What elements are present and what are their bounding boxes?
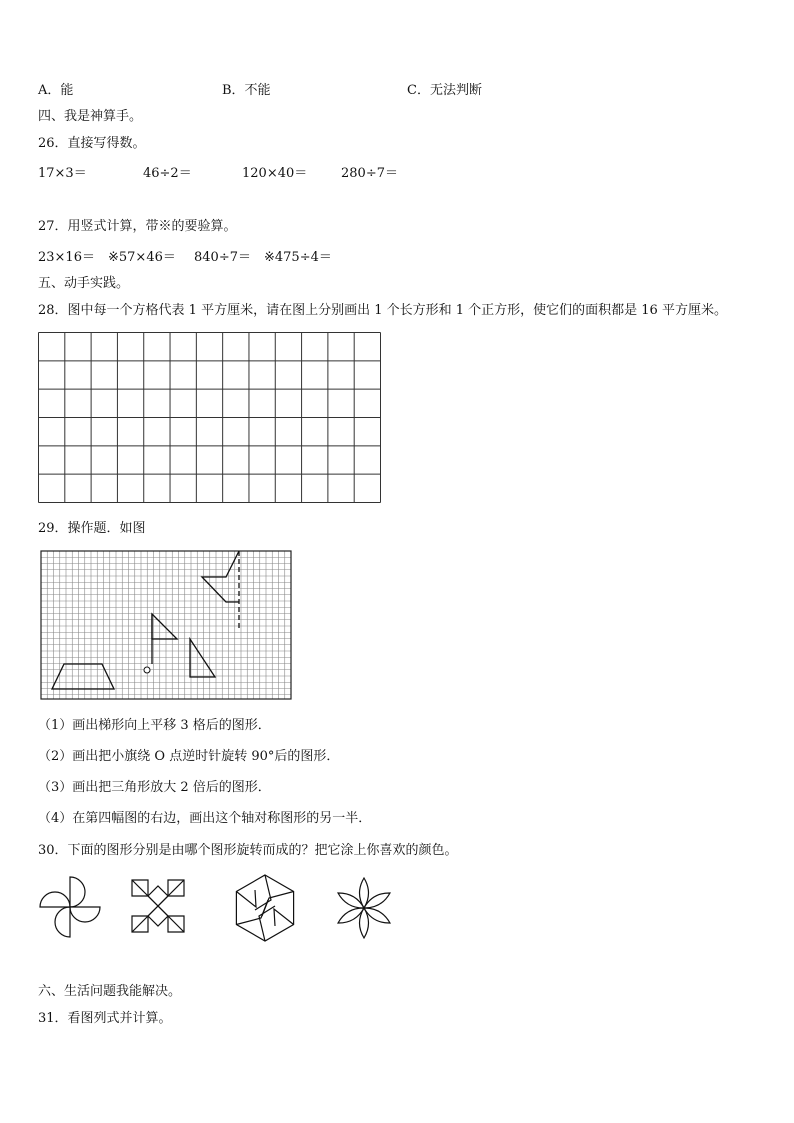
q26-item-2: 46÷2＝: [143, 166, 192, 181]
q29-step-4: （4）在第四幅图的右边，画出这个轴对称图形的另一半．: [38, 811, 372, 826]
q29-title: 29．操作题．如图: [38, 521, 146, 536]
q27-title: 27．用竖式计算，带※的要验算。: [38, 219, 237, 234]
q29-figure[interactable]: [40, 550, 292, 700]
point-o: [144, 667, 150, 673]
flower-figure[interactable]: [331, 875, 397, 941]
section-5-title: 五、动手实践。: [38, 276, 130, 291]
q29-grid: [41, 551, 291, 699]
rotating-hexagon-figure[interactable]: [229, 872, 301, 944]
q27-item-3: 840÷7＝: [194, 250, 251, 265]
section-6-title: 六、生活问题我能解决。: [38, 984, 182, 999]
q28-square-grid[interactable]: [38, 332, 381, 504]
flag-shape: [152, 614, 177, 639]
option-a: A．能: [38, 83, 74, 98]
q28-title: 28．图中每一个方格代表 1 平方厘米，请在图上分别画出 1 个长方形和 1 个正方形，使它们的面积都是 16 平方厘米。: [38, 303, 727, 318]
q27-item-4: ※475÷4＝: [264, 250, 332, 265]
cross-diamond-figure[interactable]: [130, 878, 186, 934]
q30-title: 30．下面的图形分别是由哪个图形旋转而成的？把它涂上你喜欢的颜色。: [38, 843, 458, 858]
q27-item-2: ※57×46＝: [108, 250, 176, 265]
trapezoid-shape: [52, 664, 114, 689]
section-4-title: 四、我是神算手。: [38, 109, 143, 124]
q29-step-3: （3）画出把三角形放大 2 倍后的图形．: [38, 780, 271, 795]
pinwheel-figure[interactable]: [36, 873, 104, 941]
q26-title: 26．直接写得数。: [38, 136, 146, 151]
q26-item-3: 120×40＝: [242, 166, 308, 181]
q27-item-1: 23×16＝: [38, 250, 95, 265]
option-b: B．不能: [222, 83, 271, 98]
q26-item-1: 17×3＝: [38, 166, 87, 181]
half-symmetric-shape: [202, 551, 239, 602]
q31-title: 31．看图列式并计算。: [38, 1011, 172, 1026]
q29-step-2: （2）画出把小旗绕 O 点逆时针旋转 90°后的图形．: [38, 749, 340, 764]
q26-item-4: 280÷7＝: [341, 166, 398, 181]
option-c: C．无法判断: [407, 83, 482, 98]
q29-step-1: （1）画出梯形向上平移 3 格后的图形．: [38, 718, 271, 733]
